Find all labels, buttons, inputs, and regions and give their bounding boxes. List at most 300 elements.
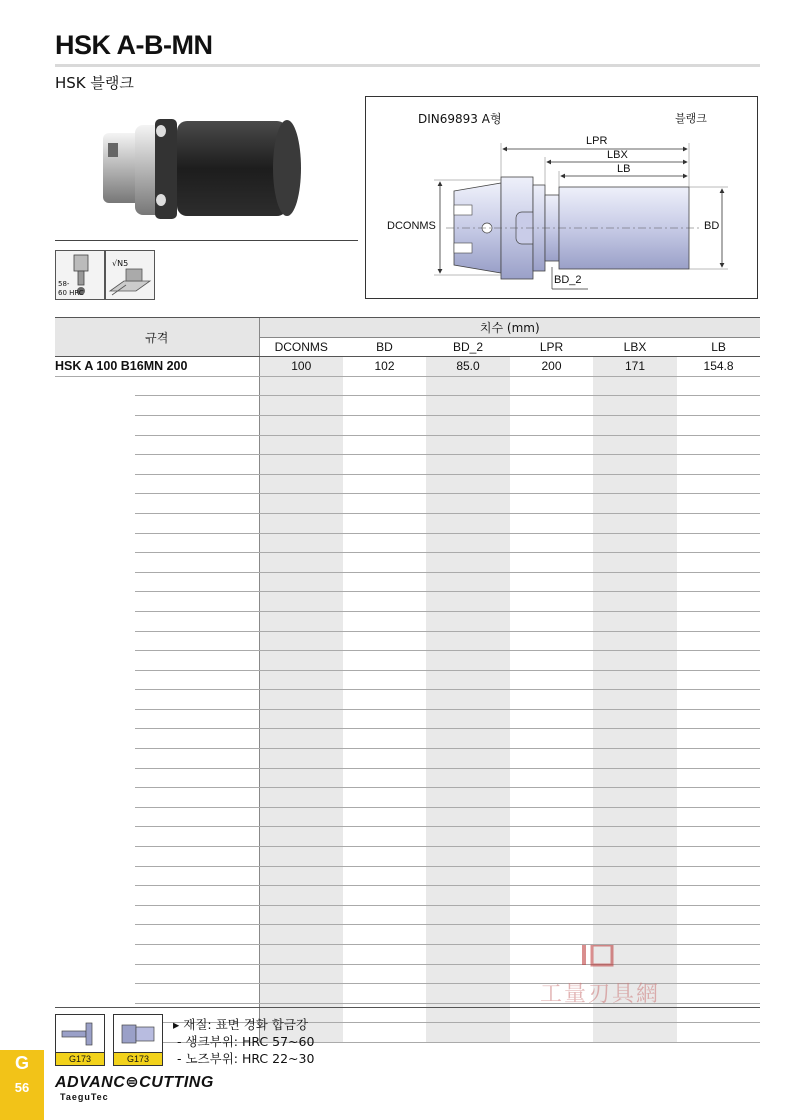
- table-row: [55, 357, 760, 377]
- blank-cell: [426, 572, 510, 592]
- empty-table-row: [55, 749, 760, 769]
- blank-cell: [259, 474, 343, 494]
- empty-table-row: [55, 651, 760, 671]
- blank-cell: [677, 572, 760, 592]
- blank-cell: [259, 945, 343, 965]
- blank-cell: [55, 572, 135, 592]
- blank-cell: [510, 729, 593, 749]
- column-header: LPR: [510, 337, 593, 357]
- blank-cell: [677, 729, 760, 749]
- blank-cell: [677, 611, 760, 631]
- empty-table-row: [55, 396, 760, 416]
- blank-cell: [135, 631, 259, 651]
- blank-cell: [677, 651, 760, 671]
- value-cell: 171: [593, 357, 677, 377]
- blank-cell: [259, 964, 343, 984]
- blank-cell: [55, 984, 135, 1004]
- blank-cell: [135, 905, 259, 925]
- blank-cell: [426, 964, 510, 984]
- blank-cell: [426, 847, 510, 867]
- blank-cell: [426, 886, 510, 906]
- blank-cell: [510, 631, 593, 651]
- blank-cell: [593, 690, 677, 710]
- diagram-standard: DIN69893 A형: [418, 112, 502, 126]
- blank-cell: [593, 925, 677, 945]
- empty-table-row: [55, 415, 760, 435]
- blank-cell: [55, 788, 135, 808]
- blank-cell: [426, 905, 510, 925]
- blank-cell: [426, 592, 510, 612]
- blank-cell: [343, 866, 426, 886]
- blank-cell: [426, 749, 510, 769]
- blank-cell: [343, 592, 426, 612]
- blank-cell: [259, 905, 343, 925]
- blank-cell: [510, 435, 593, 455]
- blank-cell: [677, 964, 760, 984]
- blank-cell: [426, 415, 510, 435]
- blank-cell: [259, 670, 343, 690]
- blank-cell: [259, 651, 343, 671]
- blank-cell: [510, 474, 593, 494]
- dim-label-dconms: DCONMS: [387, 220, 436, 232]
- blank-cell: [343, 709, 426, 729]
- blank-cell: [259, 827, 343, 847]
- blank-cell: [510, 886, 593, 906]
- surface-finish-icon: [105, 250, 155, 300]
- blank-cell: [55, 553, 135, 573]
- blank-cell: [135, 807, 259, 827]
- blank-cell: [677, 866, 760, 886]
- blank-cell: [677, 925, 760, 945]
- blank-cell: [135, 474, 259, 494]
- blank-cell: [510, 709, 593, 729]
- blank-cell: [510, 513, 593, 533]
- blank-cell: [55, 807, 135, 827]
- spec-cell: HSK A 100 B16MN 200: [55, 357, 259, 377]
- blank-cell: [343, 396, 426, 416]
- blank-cell: [259, 807, 343, 827]
- blank-cell: [510, 807, 593, 827]
- blank-cell: [677, 827, 760, 847]
- product-photo: [95, 105, 315, 225]
- blank-cell: [135, 553, 259, 573]
- blank-cell: [343, 533, 426, 553]
- blank-cell: [55, 415, 135, 435]
- blank-cell: [55, 631, 135, 651]
- blank-cell: [55, 709, 135, 729]
- blank-cell: [343, 474, 426, 494]
- blank-cell: [55, 925, 135, 945]
- empty-table-row: [55, 533, 760, 553]
- value-cell: 102: [343, 357, 426, 377]
- blank-cell: [343, 984, 426, 1004]
- blank-cell: [135, 670, 259, 690]
- blank-cell: [55, 611, 135, 631]
- page-number: 56: [14, 1080, 30, 1095]
- blank-cell: [343, 455, 426, 475]
- note-line: [173, 1033, 314, 1050]
- dim-label-lb: LB: [617, 163, 631, 175]
- blank-cell: [593, 611, 677, 631]
- hardness-text-1: 58-: [58, 280, 70, 288]
- empty-table-row: [55, 572, 760, 592]
- blank-cell: [677, 553, 760, 573]
- blank-cell: [259, 435, 343, 455]
- blank-cell: [593, 729, 677, 749]
- blank-cell: [677, 709, 760, 729]
- blank-cell: [343, 827, 426, 847]
- blank-cell: [55, 592, 135, 612]
- empty-table-row: [55, 729, 760, 749]
- blank-cell: [135, 945, 259, 965]
- blank-cell: [593, 768, 677, 788]
- blank-cell: [677, 768, 760, 788]
- brand-subtitle: TaeguTec: [60, 1092, 109, 1102]
- blank-cell: [135, 847, 259, 867]
- blank-cell: [426, 611, 510, 631]
- blank-cell: [55, 533, 135, 553]
- brand-logo: ADVANC⊜CUTTING: [55, 1074, 214, 1091]
- blank-cell: [593, 494, 677, 514]
- blank-cell: [677, 513, 760, 533]
- note-shank: - 생크부위: HRC 57~60: [176, 1034, 315, 1049]
- blank-cell: [55, 513, 135, 533]
- ref-box-2[interactable]: [113, 1014, 163, 1066]
- watermark-text: 工量刃具網: [540, 982, 661, 1007]
- blank-cell: [259, 533, 343, 553]
- blank-cell: [677, 455, 760, 475]
- empty-table-row: [55, 690, 760, 710]
- blank-cell: [343, 788, 426, 808]
- blank-cell: [426, 827, 510, 847]
- blank-cell: [426, 651, 510, 671]
- blank-cell: [55, 670, 135, 690]
- empty-table-row: [55, 847, 760, 867]
- note-line: ▸ 재질: 표면 경화 합금강: [173, 1017, 309, 1032]
- blank-cell: [55, 866, 135, 886]
- blank-cell: [593, 631, 677, 651]
- blank-cell: [135, 690, 259, 710]
- blank-cell: [259, 513, 343, 533]
- blank-cell: [135, 768, 259, 788]
- blank-cell: [593, 553, 677, 573]
- blank-cell: [677, 984, 760, 1004]
- blank-cell: [426, 925, 510, 945]
- blank-cell: [343, 905, 426, 925]
- blank-cell: [259, 455, 343, 475]
- blank-cell: [343, 925, 426, 945]
- blank-cell: [135, 886, 259, 906]
- blank-cell: [135, 533, 259, 553]
- blank-cell: [593, 749, 677, 769]
- blank-cell: [426, 455, 510, 475]
- blank-cell: [593, 886, 677, 906]
- blank-cell: [259, 611, 343, 631]
- blank-cell: [510, 749, 593, 769]
- blank-cell: [426, 866, 510, 886]
- blank-cell: [510, 572, 593, 592]
- empty-table-row: [55, 611, 760, 631]
- blank-cell: [55, 964, 135, 984]
- blank-cell: [343, 670, 426, 690]
- watermark: [540, 945, 675, 1010]
- blank-cell: [135, 925, 259, 945]
- blank-cell: [55, 435, 135, 455]
- blank-cell: [55, 729, 135, 749]
- blank-cell: [135, 435, 259, 455]
- blank-cell: [55, 396, 135, 416]
- blank-cell: [343, 435, 426, 455]
- empty-table-row: [55, 670, 760, 690]
- blank-cell: [677, 494, 760, 514]
- technical-diagram: [365, 96, 758, 299]
- column-header: BD: [343, 337, 426, 357]
- ref-box-1[interactable]: [55, 1014, 105, 1066]
- blank-cell: [510, 866, 593, 886]
- blank-cell: [55, 768, 135, 788]
- blank-cell: [259, 866, 343, 886]
- page-title: HSK A-B-MN: [55, 30, 213, 60]
- blank-cell: [135, 455, 259, 475]
- blank-cell: [426, 494, 510, 514]
- column-header: LBX: [593, 337, 677, 357]
- blank-cell: [55, 945, 135, 965]
- title-divider: [55, 64, 760, 67]
- blank-cell: [343, 886, 426, 906]
- blank-cell: [55, 905, 135, 925]
- blank-cell: [510, 905, 593, 925]
- empty-table-row: [55, 905, 760, 925]
- blank-cell: [426, 1023, 510, 1043]
- blank-cell: [510, 494, 593, 514]
- blank-cell: [677, 788, 760, 808]
- blank-cell: [510, 651, 593, 671]
- blank-cell: [593, 415, 677, 435]
- blank-cell: [510, 396, 593, 416]
- blank-cell: [343, 729, 426, 749]
- blank-cell: [677, 905, 760, 925]
- blank-cell: [426, 513, 510, 533]
- blank-cell: [343, 945, 426, 965]
- blank-cell: [55, 847, 135, 867]
- blank-cell: [259, 729, 343, 749]
- blank-cell: [343, 807, 426, 827]
- blank-cell: [135, 788, 259, 808]
- blank-cell: [426, 984, 510, 1004]
- blank-cell: [259, 553, 343, 573]
- dim-label-bd: BD: [704, 220, 720, 232]
- blank-cell: [259, 592, 343, 612]
- blank-cell: [677, 847, 760, 867]
- blank-cell: [55, 749, 135, 769]
- blank-cell: [343, 415, 426, 435]
- blank-cell: [343, 964, 426, 984]
- blank-cell: [510, 553, 593, 573]
- blank-cell: [510, 670, 593, 690]
- blank-cell: [677, 670, 760, 690]
- blank-cell: [426, 768, 510, 788]
- value-cell: 85.0: [426, 357, 510, 377]
- empty-table-row: [55, 827, 760, 847]
- blank-cell: [135, 592, 259, 612]
- blank-cell: [55, 376, 135, 396]
- blank-cell: [259, 709, 343, 729]
- blank-cell: [343, 494, 426, 514]
- blank-cell: [510, 1023, 593, 1043]
- blank-cell: [55, 455, 135, 475]
- blank-cell: [677, 592, 760, 612]
- blank-cell: [135, 415, 259, 435]
- blank-cell: [593, 670, 677, 690]
- blank-cell: [677, 415, 760, 435]
- blank-cell: [259, 788, 343, 808]
- empty-table-row: [55, 631, 760, 651]
- spec-header: 규격: [55, 318, 259, 357]
- blank-cell: [426, 788, 510, 808]
- blank-cell: [426, 435, 510, 455]
- blank-cell: [259, 415, 343, 435]
- blank-cell: [677, 749, 760, 769]
- blank-cell: [593, 1023, 677, 1043]
- blank-cell: [677, 807, 760, 827]
- blank-cell: [259, 572, 343, 592]
- blank-cell: [343, 513, 426, 533]
- empty-table-row: [55, 474, 760, 494]
- hardness-text-2: 60 HRC: [58, 289, 84, 297]
- empty-table-row: [55, 455, 760, 475]
- blank-cell: [55, 474, 135, 494]
- dim-label-lbx: LBX: [607, 149, 628, 161]
- blank-cell: [510, 533, 593, 553]
- blank-cell: [510, 847, 593, 867]
- empty-table-row: [55, 925, 760, 945]
- blank-cell: [510, 788, 593, 808]
- empty-table-row: [55, 513, 760, 533]
- blank-cell: [593, 847, 677, 867]
- blank-cell: [343, 768, 426, 788]
- empty-table-row: [55, 866, 760, 886]
- section-letter: G: [14, 1053, 29, 1073]
- blank-cell: [426, 631, 510, 651]
- blank-cell: [135, 376, 259, 396]
- blank-cell: [426, 670, 510, 690]
- column-header: DCONMS: [259, 337, 343, 357]
- blank-cell: [510, 768, 593, 788]
- column-header: BD_2: [426, 337, 510, 357]
- table-body: [55, 357, 760, 1043]
- blank-cell: [135, 572, 259, 592]
- blank-cell: [259, 631, 343, 651]
- blank-cell: [593, 651, 677, 671]
- blank-cell: [593, 827, 677, 847]
- blank-cell: [135, 749, 259, 769]
- blank-cell: [677, 376, 760, 396]
- empty-table-row: [55, 788, 760, 808]
- blank-cell: [135, 729, 259, 749]
- blank-cell: [426, 376, 510, 396]
- blank-cell: [510, 592, 593, 612]
- blank-cell: [593, 592, 677, 612]
- blank-cell: [510, 827, 593, 847]
- empty-table-row: [55, 553, 760, 573]
- blank-cell: [593, 788, 677, 808]
- blank-cell: [677, 474, 760, 494]
- page-subtitle: HSK 블랭크: [55, 74, 134, 92]
- value-cell: 154.8: [677, 357, 760, 377]
- column-header: LB: [677, 337, 760, 357]
- blank-cell: [677, 690, 760, 710]
- blank-cell: [677, 533, 760, 553]
- blank-cell: [259, 396, 343, 416]
- blank-cell: [135, 827, 259, 847]
- blank-cell: [135, 651, 259, 671]
- blank-cell: [593, 376, 677, 396]
- blank-cell: [343, 847, 426, 867]
- note-line: [173, 1050, 314, 1067]
- blank-cell: [426, 709, 510, 729]
- photo-divider: [55, 240, 358, 241]
- empty-table-row: [55, 807, 760, 827]
- blank-cell: [593, 513, 677, 533]
- value-cell: 200: [510, 357, 593, 377]
- blank-cell: [343, 572, 426, 592]
- blank-cell: [677, 1023, 760, 1043]
- blank-cell: [426, 807, 510, 827]
- blank-cell: [259, 494, 343, 514]
- blank-cell: [135, 866, 259, 886]
- blank-cell: [426, 474, 510, 494]
- blank-cell: [426, 553, 510, 573]
- blank-cell: [593, 905, 677, 925]
- blank-cell: [343, 553, 426, 573]
- note-nose: - 노즈부위: HRC 22~30: [176, 1051, 315, 1066]
- blank-cell: [259, 690, 343, 710]
- dimension-table: [55, 317, 760, 1008]
- dims-header: 치수 (mm): [259, 318, 760, 338]
- blank-cell: [593, 572, 677, 592]
- blank-cell: [593, 866, 677, 886]
- blank-cell: [426, 533, 510, 553]
- blank-cell: [343, 651, 426, 671]
- blank-cell: [55, 886, 135, 906]
- blank-cell: [593, 474, 677, 494]
- blank-cell: [677, 435, 760, 455]
- blank-cell: [677, 396, 760, 416]
- blank-cell: [510, 611, 593, 631]
- blank-cell: [135, 984, 259, 1004]
- dim-label-lpr: LPR: [586, 135, 608, 147]
- blank-cell: [593, 709, 677, 729]
- blank-cell: [593, 396, 677, 416]
- empty-table-row: [55, 435, 760, 455]
- blank-cell: [259, 847, 343, 867]
- blank-cell: [259, 886, 343, 906]
- dim-label-bd2: BD_2: [554, 274, 582, 286]
- blank-cell: [593, 807, 677, 827]
- blank-cell: [426, 690, 510, 710]
- blank-cell: [677, 945, 760, 965]
- blank-cell: [55, 651, 135, 671]
- blank-cell: [55, 494, 135, 514]
- blank-cell: [259, 925, 343, 945]
- blank-cell: [593, 533, 677, 553]
- blank-cell: [55, 690, 135, 710]
- blank-cell: [426, 396, 510, 416]
- value-cell: 100: [259, 357, 343, 377]
- blank-cell: [510, 455, 593, 475]
- blank-cell: [510, 415, 593, 435]
- blank-cell: [135, 513, 259, 533]
